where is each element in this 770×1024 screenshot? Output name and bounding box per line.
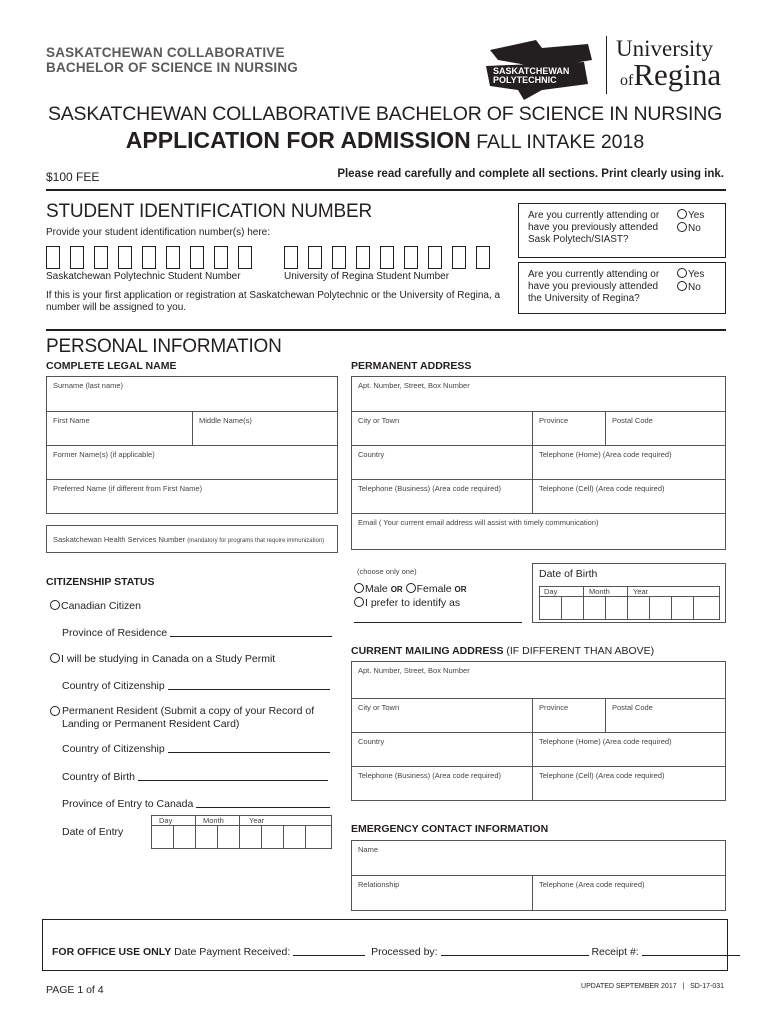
date-payment-received[interactable]: Date Payment Received: bbox=[174, 946, 365, 958]
uor-yes[interactable]: Yes bbox=[677, 268, 704, 281]
province-of-residence[interactable]: Province of Residence bbox=[62, 627, 332, 640]
radio-icon bbox=[677, 268, 687, 278]
mailing-city-field[interactable]: City or Town bbox=[351, 698, 533, 733]
city-field[interactable]: City or Town bbox=[351, 411, 533, 446]
email-field[interactable]: Email ( Your current email address will assist with timely communication) bbox=[351, 513, 726, 550]
form-title-intake: FALL INTAKE 2018 bbox=[476, 131, 645, 153]
former-names-field[interactable]: Former Name(s) (if applicable) bbox=[46, 445, 338, 480]
country-of-birth[interactable]: Country of Birth bbox=[62, 771, 328, 784]
personal-info-heading: PERSONAL INFORMATION bbox=[46, 336, 282, 357]
gender-self-identify[interactable]: I prefer to identify as bbox=[354, 597, 460, 609]
uor-student-number-boxes[interactable] bbox=[284, 246, 504, 269]
footer-meta: UPDATED SEPTEMBER 2017 | SD-17-031 bbox=[581, 983, 724, 990]
permanent-address-heading: PERMANENT ADDRESS bbox=[351, 360, 472, 372]
radio-icon bbox=[677, 209, 687, 219]
uor-logo-regina: Regina bbox=[633, 57, 722, 92]
uor-logo-line-2 bbox=[620, 57, 722, 96]
student-id-heading: STUDENT IDENTIFICATION NUMBER bbox=[46, 201, 373, 222]
office-use-line bbox=[52, 946, 740, 958]
mailing-country-field[interactable]: Country bbox=[351, 732, 533, 767]
logo-divider bbox=[606, 36, 607, 94]
radio-icon bbox=[677, 222, 687, 232]
gender-choose-note: (choose only one) bbox=[357, 567, 417, 576]
dob-boxes: Day Month Year bbox=[539, 586, 720, 620]
gender-female[interactable]: Female bbox=[406, 583, 452, 595]
page-number: PAGE 1 of 4 bbox=[46, 984, 104, 996]
gender-self-identify-line[interactable] bbox=[354, 622, 522, 623]
radio-icon bbox=[50, 653, 60, 663]
uor-logo-of: of bbox=[620, 72, 634, 89]
gender-options: Male OR Female OR bbox=[354, 583, 467, 596]
student-id-prompt: Provide your student identification number(s) here: bbox=[46, 227, 271, 238]
sask-polytech-yes[interactable]: Yes bbox=[677, 209, 704, 222]
program-line-1: SASKATCHEWAN COLLABORATIVE bbox=[46, 45, 285, 60]
section-rule bbox=[46, 329, 726, 331]
first-name-field[interactable]: First Name bbox=[46, 411, 193, 446]
mailing-apt-field[interactable]: Apt. Number, Street, Box Number bbox=[351, 661, 726, 699]
permanent-resident-option[interactable]: Permanent Resident (Submit a copy of your Record of Landing or Permanent Resident Card) bbox=[50, 705, 330, 730]
poly-logo-text-1: SASKATCHEWAN bbox=[493, 66, 570, 76]
sask-polytechnic-logo bbox=[484, 38, 596, 102]
radio-icon bbox=[50, 706, 60, 716]
office-use-box bbox=[42, 919, 728, 971]
emergency-name-field[interactable]: Name bbox=[351, 840, 726, 876]
form-title-line-2 bbox=[0, 127, 770, 154]
fee-label: $100 FEE bbox=[46, 170, 100, 184]
postal-code-field[interactable]: Postal Code bbox=[605, 411, 726, 446]
apt-street-field[interactable]: Apt. Number, Street, Box Number bbox=[351, 376, 726, 412]
province-of-entry[interactable]: Province of Entry to Canada bbox=[62, 798, 330, 811]
tel-home-field[interactable]: Telephone (Home) (Area code required) bbox=[532, 445, 726, 480]
date-of-birth-field[interactable] bbox=[532, 563, 726, 623]
middle-names-field[interactable]: Middle Name(s) bbox=[192, 411, 338, 446]
radio-icon bbox=[50, 600, 60, 610]
emergency-telephone-field[interactable]: Telephone (Area code required) bbox=[532, 875, 726, 911]
radio-icon bbox=[406, 583, 416, 593]
mailing-tel-business-field[interactable]: Telephone (Business) (Area code required) bbox=[351, 766, 533, 801]
form-title-line-1: SASKATCHEWAN COLLABORATIVE BACHELOR OF SCIENCE IN NURSING bbox=[47, 103, 723, 125]
tel-business-field[interactable]: Telephone (Business) (Area code required) bbox=[351, 479, 533, 514]
surname-field[interactable]: Surname (last name) bbox=[46, 376, 338, 412]
province-field[interactable]: Province bbox=[532, 411, 606, 446]
mailing-address-heading: CURRENT MAILING ADDRESS (IF DIFFERENT THAN ABOVE) bbox=[351, 645, 655, 657]
uor-logo-line-1: University bbox=[616, 36, 714, 61]
radio-icon bbox=[354, 597, 364, 607]
uor-number-label: University of Regina Student Number bbox=[284, 271, 450, 282]
study-permit-option[interactable]: I will be studying in Canada on a Study Permit bbox=[50, 653, 275, 666]
date-of-entry-boxes[interactable]: Day Month Year bbox=[151, 815, 332, 849]
sask-polytech-question: Are you currently attending or have you previously attended Sask Polytech/SIAST? bbox=[528, 210, 660, 245]
uor-no[interactable]: No bbox=[677, 281, 701, 294]
processed-by[interactable]: Processed by: bbox=[371, 946, 588, 958]
date-of-entry-label: Date of Entry bbox=[62, 826, 124, 838]
form-title-bold: APPLICATION FOR ADMISSION bbox=[125, 127, 471, 153]
sask-polytech-no[interactable]: No bbox=[677, 222, 701, 235]
office-use-label: FOR OFFICE USE ONLY bbox=[52, 946, 172, 958]
mailing-tel-home-field[interactable]: Telephone (Home) (Area code required) bbox=[532, 732, 726, 767]
country-of-citizenship-2[interactable]: Country of Citizenship bbox=[62, 743, 330, 756]
emergency-contact-heading: EMERGENCY CONTACT INFORMATION bbox=[351, 823, 549, 835]
program-line-2: BACHELOR OF SCIENCE IN NURSING bbox=[46, 60, 299, 75]
program-name bbox=[46, 45, 298, 75]
poly-number-label: Saskatchewan Polytechnic Student Number bbox=[46, 271, 241, 282]
radio-icon bbox=[354, 583, 364, 593]
preferred-name-field[interactable]: Preferred Name (if different from First Name) bbox=[46, 479, 338, 514]
student-id-note: If this is your first application or registration at Saskatchewan Polytechnic or the University of Regina, a number will be assigned to you. bbox=[46, 290, 501, 313]
tel-cell-field[interactable]: Telephone (Cell) (Area code required) bbox=[532, 479, 726, 514]
canadian-citizen-option[interactable]: Canadian Citizen bbox=[50, 600, 141, 613]
emergency-relationship-field[interactable]: Relationship bbox=[351, 875, 533, 911]
poly-student-number-boxes[interactable] bbox=[46, 246, 266, 269]
dob-label: Date of Birth bbox=[539, 568, 598, 580]
country-field[interactable]: Country bbox=[351, 445, 533, 480]
health-number-field[interactable]: Saskatchewan Health Services Number (mandatory for programs that require immunization) bbox=[46, 525, 338, 553]
citizenship-heading: CITIZENSHIP STATUS bbox=[46, 576, 155, 588]
header-rule bbox=[46, 189, 726, 191]
legal-name-heading: COMPLETE LEGAL NAME bbox=[46, 360, 177, 372]
poly-logo-text-2: POLYTECHNIC bbox=[493, 75, 557, 85]
uor-question: Are you currently attending or have you previously attended the University of Regina? bbox=[528, 269, 660, 304]
mailing-postal-field[interactable]: Postal Code bbox=[605, 698, 726, 733]
instructions: Please read carefully and complete all sections. Print clearly using ink. bbox=[337, 168, 724, 180]
mailing-tel-cell-field[interactable]: Telephone (Cell) (Area code required) bbox=[532, 766, 726, 801]
sask-polytech-question-box bbox=[518, 203, 726, 258]
gender-male[interactable]: Male bbox=[354, 583, 388, 595]
mailing-province-field[interactable]: Province bbox=[532, 698, 606, 733]
country-of-citizenship-1[interactable]: Country of Citizenship bbox=[62, 680, 330, 693]
receipt-number[interactable]: Receipt #: bbox=[591, 946, 739, 958]
radio-icon bbox=[677, 281, 687, 291]
uor-question-box bbox=[518, 262, 726, 314]
